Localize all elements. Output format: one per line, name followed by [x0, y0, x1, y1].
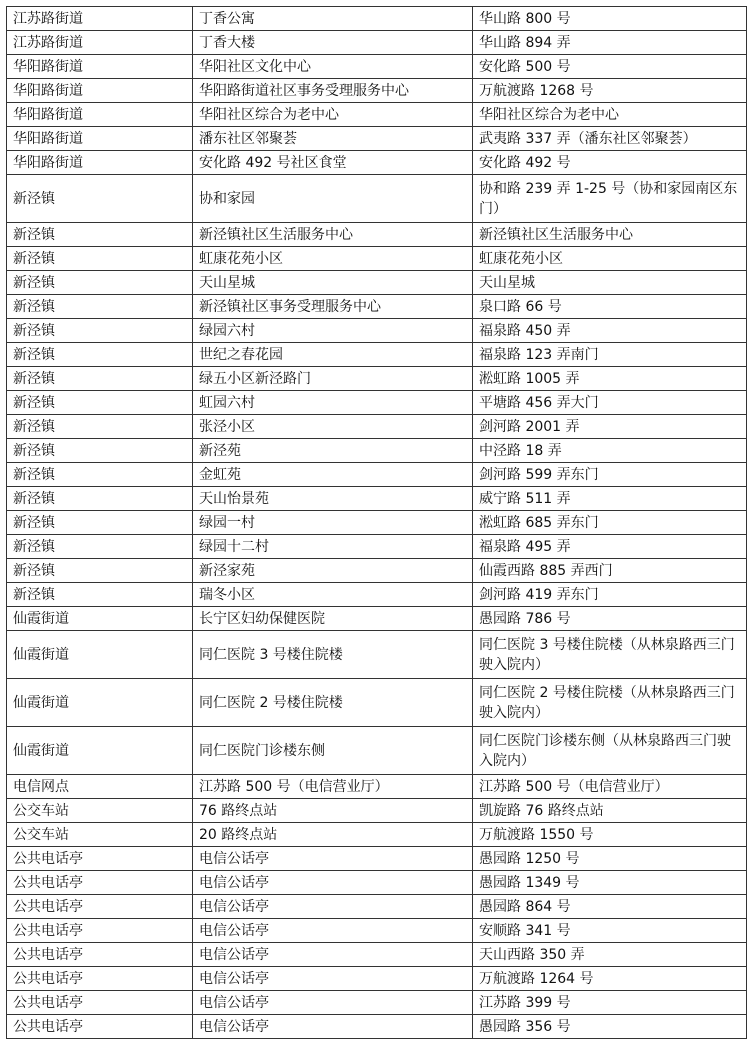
- address-cell: 愚园路 1250 号: [473, 847, 747, 871]
- site-name-cell: 新泾镇社区事务受理服务中心: [193, 295, 473, 319]
- address-cell: 福泉路 123 弄南门: [473, 343, 747, 367]
- site-name-cell: 潘东社区邻聚荟: [193, 127, 473, 151]
- table-row: [7, 367, 747, 391]
- site-name-cell: 电信公话亭: [193, 871, 473, 895]
- site-name-cell: 天山星城: [193, 271, 473, 295]
- district-cell: 公共电话亭: [7, 895, 193, 919]
- site-name-cell: 瑞冬小区: [193, 583, 473, 607]
- address-cell: 愚园路 356 号: [473, 1015, 747, 1039]
- site-name-cell: 绿五小区新泾路门: [193, 367, 473, 391]
- table-row: [7, 919, 747, 943]
- district-cell: 公交车站: [7, 823, 193, 847]
- district-cell: 新泾镇: [7, 511, 193, 535]
- table-row: [7, 559, 747, 583]
- address-cell: 天山西路 350 弄: [473, 943, 747, 967]
- address-cell: 万航渡路 1264 号: [473, 967, 747, 991]
- table-row: [7, 727, 747, 775]
- table-row: [7, 223, 747, 247]
- site-name-cell: 长宁区妇幼保健医院: [193, 607, 473, 631]
- table-row: [7, 679, 747, 727]
- address-cell: 天山星城: [473, 271, 747, 295]
- table-row: [7, 799, 747, 823]
- site-name-cell: 新泾家苑: [193, 559, 473, 583]
- district-cell: 仙霞街道: [7, 631, 193, 679]
- table-row: [7, 895, 747, 919]
- location-table: [6, 6, 747, 1039]
- district-cell: 新泾镇: [7, 439, 193, 463]
- address-cell: 新泾镇社区生活服务中心: [473, 223, 747, 247]
- address-cell: 华阳社区综合为老中心: [473, 103, 747, 127]
- address-cell: 华山路 894 弄: [473, 31, 747, 55]
- district-cell: 公共电话亭: [7, 943, 193, 967]
- district-cell: 新泾镇: [7, 559, 193, 583]
- district-cell: 新泾镇: [7, 415, 193, 439]
- table-row: [7, 943, 747, 967]
- table-row: [7, 511, 747, 535]
- district-cell: 公共电话亭: [7, 847, 193, 871]
- site-name-cell: 华阳社区文化中心: [193, 55, 473, 79]
- district-cell: 电信网点: [7, 775, 193, 799]
- site-name-cell: 新泾苑: [193, 439, 473, 463]
- site-name-cell: 天山怡景苑: [193, 487, 473, 511]
- district-cell: 新泾镇: [7, 487, 193, 511]
- site-name-cell: 电信公话亭: [193, 895, 473, 919]
- site-name-cell: 绿园十二村: [193, 535, 473, 559]
- district-cell: 新泾镇: [7, 247, 193, 271]
- site-name-cell: 电信公话亭: [193, 943, 473, 967]
- site-name-cell: 虹园六村: [193, 391, 473, 415]
- table-row: [7, 175, 747, 223]
- address-cell: 愚园路 1349 号: [473, 871, 747, 895]
- district-cell: 华阳路街道: [7, 103, 193, 127]
- district-cell: 公共电话亭: [7, 871, 193, 895]
- table-row: [7, 847, 747, 871]
- address-cell: 福泉路 450 弄: [473, 319, 747, 343]
- site-name-cell: 虹康花苑小区: [193, 247, 473, 271]
- address-cell: 威宁路 511 弄: [473, 487, 747, 511]
- site-name-cell: 世纪之春花园: [193, 343, 473, 367]
- address-cell: 愚园路 786 号: [473, 607, 747, 631]
- table-row: [7, 151, 747, 175]
- district-cell: 华阳路街道: [7, 127, 193, 151]
- district-cell: 仙霞街道: [7, 607, 193, 631]
- address-cell: 淞虹路 1005 弄: [473, 367, 747, 391]
- site-name-cell: 协和家园: [193, 175, 473, 223]
- address-cell: 万航渡路 1550 号: [473, 823, 747, 847]
- table-row: [7, 871, 747, 895]
- district-cell: 新泾镇: [7, 223, 193, 247]
- table-row: [7, 631, 747, 679]
- address-cell: 安化路 492 号: [473, 151, 747, 175]
- district-cell: 新泾镇: [7, 175, 193, 223]
- address-cell: 协和路 239 弄 1-25 号（协和家园南区东门）: [473, 175, 747, 223]
- table-row: [7, 343, 747, 367]
- site-name-cell: 同仁医院 2 号楼住院楼: [193, 679, 473, 727]
- table-row: [7, 535, 747, 559]
- address-cell: 虹康花苑小区: [473, 247, 747, 271]
- table-row: [7, 247, 747, 271]
- district-cell: 新泾镇: [7, 463, 193, 487]
- table-row: [7, 55, 747, 79]
- site-name-cell: 新泾镇社区生活服务中心: [193, 223, 473, 247]
- address-cell: 同仁医院门诊楼东侧（从林泉路西三门驶入院内）: [473, 727, 747, 775]
- table-row: [7, 391, 747, 415]
- address-cell: 华山路 800 号: [473, 7, 747, 31]
- district-cell: 新泾镇: [7, 319, 193, 343]
- table-row: [7, 103, 747, 127]
- address-cell: 安顺路 341 号: [473, 919, 747, 943]
- table-row: [7, 319, 747, 343]
- district-cell: 新泾镇: [7, 295, 193, 319]
- site-name-cell: 电信公话亭: [193, 847, 473, 871]
- location-table-body: [7, 7, 747, 1039]
- site-name-cell: 丁香公寓: [193, 7, 473, 31]
- district-cell: 新泾镇: [7, 391, 193, 415]
- table-row: [7, 775, 747, 799]
- district-cell: 新泾镇: [7, 367, 193, 391]
- district-cell: 江苏路街道: [7, 31, 193, 55]
- address-cell: 剑河路 419 弄东门: [473, 583, 747, 607]
- district-cell: 华阳路街道: [7, 79, 193, 103]
- table-row: [7, 487, 747, 511]
- district-cell: 新泾镇: [7, 271, 193, 295]
- district-cell: 江苏路街道: [7, 7, 193, 31]
- table-row: [7, 607, 747, 631]
- site-name-cell: 华阳路街道社区事务受理服务中心: [193, 79, 473, 103]
- address-cell: 淞虹路 685 弄东门: [473, 511, 747, 535]
- site-name-cell: 华阳社区综合为老中心: [193, 103, 473, 127]
- table-row: [7, 127, 747, 151]
- table-row: [7, 991, 747, 1015]
- district-cell: 公共电话亭: [7, 991, 193, 1015]
- site-name-cell: 电信公话亭: [193, 919, 473, 943]
- district-cell: 仙霞街道: [7, 679, 193, 727]
- address-cell: 泉口路 66 号: [473, 295, 747, 319]
- site-name-cell: 丁香大楼: [193, 31, 473, 55]
- site-name-cell: 同仁医院 3 号楼住院楼: [193, 631, 473, 679]
- address-cell: 福泉路 495 弄: [473, 535, 747, 559]
- site-name-cell: 安化路 492 号社区食堂: [193, 151, 473, 175]
- district-cell: 公共电话亭: [7, 967, 193, 991]
- district-cell: 华阳路街道: [7, 55, 193, 79]
- table-row: [7, 7, 747, 31]
- address-cell: 安化路 500 号: [473, 55, 747, 79]
- address-cell: 仙霞西路 885 弄西门: [473, 559, 747, 583]
- table-row: [7, 1015, 747, 1039]
- site-name-cell: 20 路终点站: [193, 823, 473, 847]
- address-cell: 剑河路 599 弄东门: [473, 463, 747, 487]
- address-cell: 平塘路 456 弄大门: [473, 391, 747, 415]
- site-name-cell: 电信公话亭: [193, 991, 473, 1015]
- table-row: [7, 415, 747, 439]
- site-name-cell: 电信公话亭: [193, 1015, 473, 1039]
- address-cell: 江苏路 399 号: [473, 991, 747, 1015]
- table-row: [7, 463, 747, 487]
- site-name-cell: 绿园一村: [193, 511, 473, 535]
- address-cell: 中泾路 18 弄: [473, 439, 747, 463]
- district-cell: 公共电话亭: [7, 919, 193, 943]
- address-cell: 武夷路 337 弄（潘东社区邻聚荟）: [473, 127, 747, 151]
- site-name-cell: 江苏路 500 号（电信营业厅）: [193, 775, 473, 799]
- district-cell: 新泾镇: [7, 343, 193, 367]
- address-cell: 凯旋路 76 路终点站: [473, 799, 747, 823]
- district-cell: 公交车站: [7, 799, 193, 823]
- district-cell: 新泾镇: [7, 535, 193, 559]
- district-cell: 华阳路街道: [7, 151, 193, 175]
- table-row: [7, 295, 747, 319]
- table-row: [7, 79, 747, 103]
- site-name-cell: 76 路终点站: [193, 799, 473, 823]
- site-name-cell: 绿园六村: [193, 319, 473, 343]
- table-row: [7, 967, 747, 991]
- address-cell: 万航渡路 1268 号: [473, 79, 747, 103]
- site-name-cell: 金虹苑: [193, 463, 473, 487]
- site-name-cell: 电信公话亭: [193, 967, 473, 991]
- address-cell: 同仁医院 3 号楼住院楼（从林泉路西三门驶入院内）: [473, 631, 747, 679]
- table-row: [7, 31, 747, 55]
- address-cell: 愚园路 864 号: [473, 895, 747, 919]
- address-cell: 江苏路 500 号（电信营业厅）: [473, 775, 747, 799]
- table-row: [7, 439, 747, 463]
- district-cell: 新泾镇: [7, 583, 193, 607]
- table-row: [7, 271, 747, 295]
- table-row: [7, 823, 747, 847]
- address-cell: 剑河路 2001 弄: [473, 415, 747, 439]
- district-cell: 仙霞街道: [7, 727, 193, 775]
- table-row: [7, 583, 747, 607]
- site-name-cell: 张泾小区: [193, 415, 473, 439]
- address-cell: 同仁医院 2 号楼住院楼（从林泉路西三门驶入院内）: [473, 679, 747, 727]
- site-name-cell: 同仁医院门诊楼东侧: [193, 727, 473, 775]
- district-cell: 公共电话亭: [7, 1015, 193, 1039]
